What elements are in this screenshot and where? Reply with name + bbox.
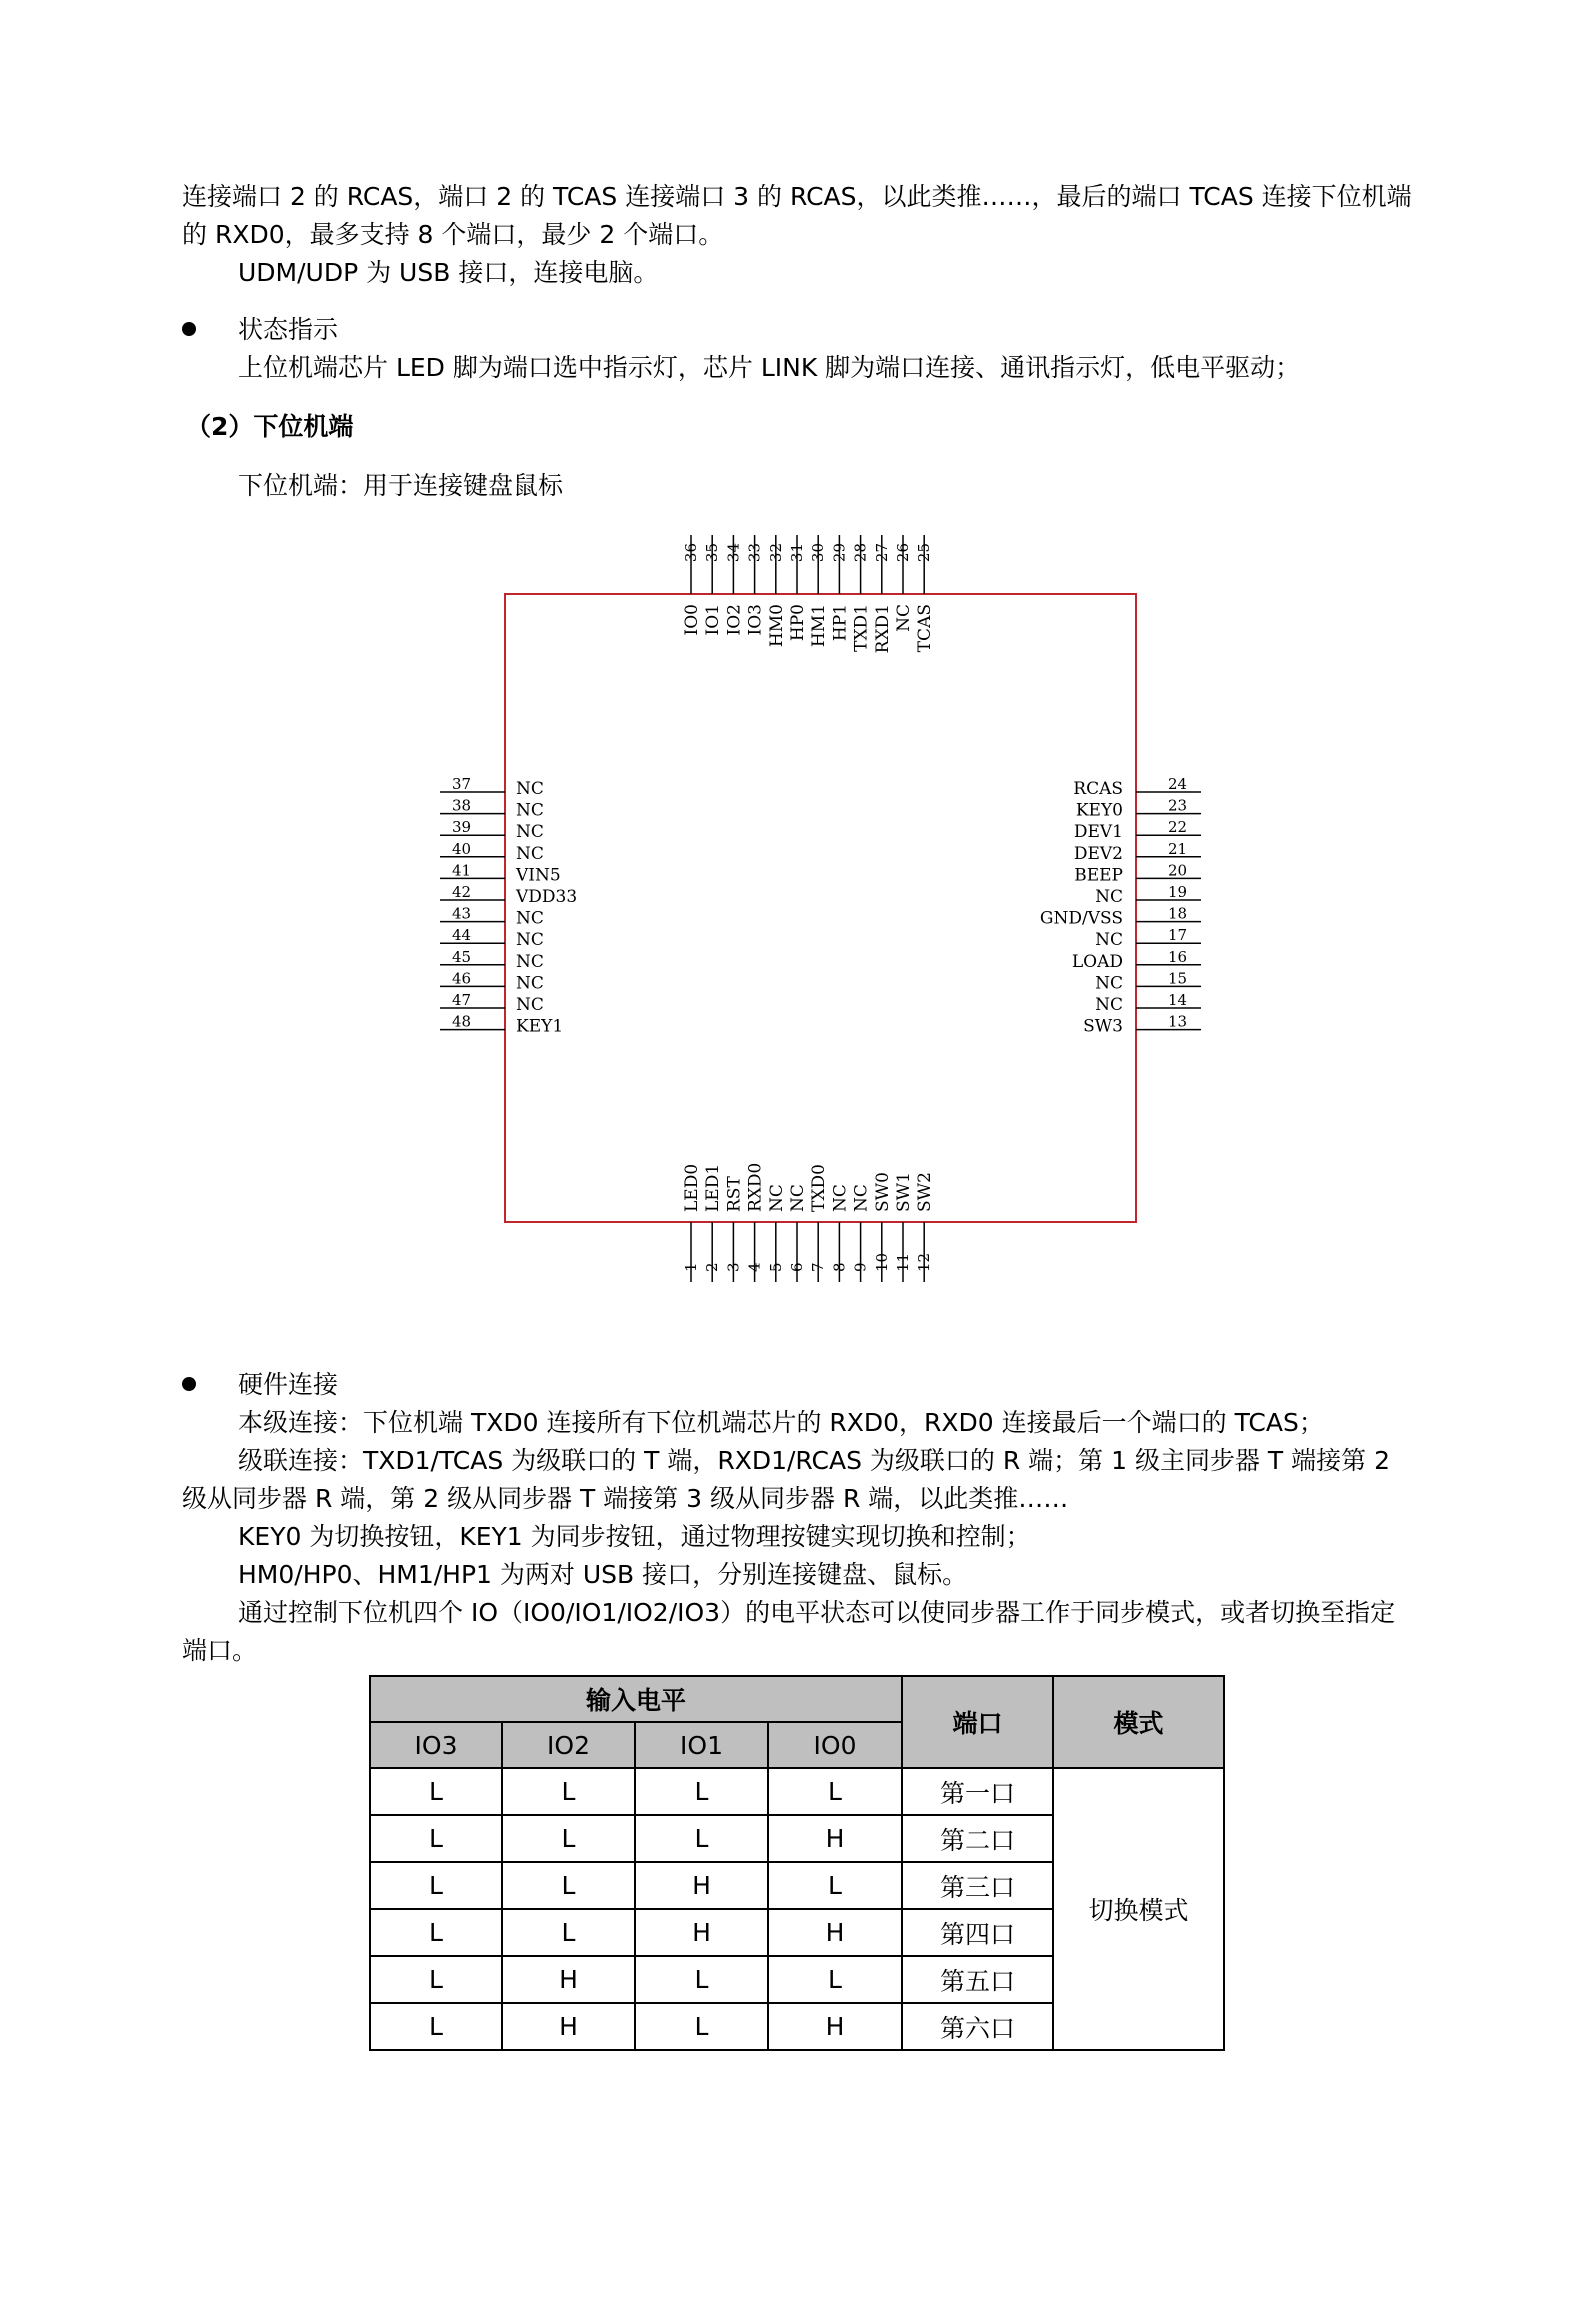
pin-label: RCAS xyxy=(1073,779,1123,799)
pin-number: 20 xyxy=(1168,861,1188,880)
pin-number: 35 xyxy=(703,543,722,563)
pin-label: KEY0 xyxy=(1075,800,1123,821)
pin-number: 4 xyxy=(745,1262,764,1272)
pin-number: 2 xyxy=(703,1262,722,1272)
pin-number: 38 xyxy=(452,796,472,815)
pin-number: 36 xyxy=(682,543,700,563)
cell-io3: L xyxy=(370,1815,502,1862)
pin-number: 43 xyxy=(452,904,472,923)
pin-label: NC xyxy=(830,1184,851,1212)
cell-io2: L xyxy=(502,1768,635,1815)
pin-number: 8 xyxy=(830,1262,849,1272)
hardware-title: 硬件连接 xyxy=(238,1370,339,1399)
pin-number: 47 xyxy=(452,991,472,1009)
pin-number: 22 xyxy=(1168,818,1188,837)
header-io2: IO2 xyxy=(502,1722,635,1768)
pin-label: LED0 xyxy=(682,1163,702,1212)
cell-io2: L xyxy=(502,1909,635,1956)
pin-label: VIN5 xyxy=(516,865,561,886)
pin-label: SW0 xyxy=(872,1172,893,1212)
pin-number: 29 xyxy=(830,543,849,563)
table-row xyxy=(370,1768,1224,1815)
pin-label: NC xyxy=(516,995,544,1015)
pin-label: NC xyxy=(516,908,544,929)
pin-number: 12 xyxy=(915,1252,934,1272)
pin-number: 6 xyxy=(788,1262,806,1272)
pin-label: TCAS xyxy=(915,604,936,653)
pin-number: 45 xyxy=(452,947,472,966)
pin-number: 26 xyxy=(894,543,912,563)
pin-number: 41 xyxy=(452,861,472,880)
cell-io3: L xyxy=(370,1862,502,1909)
pin-label: TXD1 xyxy=(851,604,872,652)
pin-label: TXD0 xyxy=(809,1164,830,1212)
pin-label: NC xyxy=(516,930,544,951)
pin-label: KEY1 xyxy=(516,1016,564,1037)
pin-number: 5 xyxy=(766,1262,785,1272)
cell-io0: L xyxy=(768,1768,902,1815)
io-level-table xyxy=(369,1675,1225,2051)
pin-label: RXD1 xyxy=(872,604,893,654)
cell-io0: L xyxy=(768,1862,902,1909)
pin-label: HM1 xyxy=(809,604,830,648)
pin-number: 1 xyxy=(682,1262,700,1272)
pin-number: 21 xyxy=(1168,839,1188,858)
pin-number: 9 xyxy=(851,1262,870,1272)
hardware-bullet xyxy=(182,1366,338,1404)
header-io1: IO1 xyxy=(635,1722,768,1768)
pin-number: 46 xyxy=(452,969,472,988)
pin-label: NC xyxy=(1095,930,1123,951)
pin-number: 23 xyxy=(1168,796,1188,815)
header-io3: IO3 xyxy=(370,1722,502,1768)
pin-number: 19 xyxy=(1168,883,1188,901)
pin-label: NC xyxy=(894,604,914,632)
pin-label: NC xyxy=(851,1184,872,1212)
cell-port: 第二口 xyxy=(902,1815,1053,1862)
cell-port: 第四口 xyxy=(902,1909,1053,1956)
pin-number: 14 xyxy=(1168,991,1188,1009)
pin-number: 48 xyxy=(452,1012,472,1031)
pin-number: 11 xyxy=(894,1252,912,1272)
pin-number: 31 xyxy=(788,543,806,563)
cell-io3: L xyxy=(370,2003,502,2050)
section-heading: （2）下位机端 xyxy=(186,412,354,441)
cell-io3: L xyxy=(370,1768,502,1815)
cell-io2: H xyxy=(502,1956,635,2003)
pin-label: NC xyxy=(516,800,544,821)
status-text: 上位机端芯片 LED 脚为端口选中指示灯，芯片 LINK 脚为端口连接、通讯指示灯，低电平驱动； xyxy=(238,353,1301,382)
hardware-p1: 本级连接：下位机端 TXD0 连接所有下位机端芯片的 RXD0，RXD0 连接最后一个端口的 TCAS； xyxy=(238,1408,1324,1437)
pin-number: 37 xyxy=(452,775,472,793)
pin-label: RXD0 xyxy=(745,1162,766,1212)
pin-label: HP1 xyxy=(830,604,851,642)
pin-number: 32 xyxy=(766,543,785,563)
pin-label: DEV1 xyxy=(1073,822,1123,843)
cell-io0: H xyxy=(768,1815,902,1862)
section-desc: 下位机端：用于连接键盘鼠标 xyxy=(238,471,564,500)
header-port: 端口 xyxy=(902,1676,1053,1768)
cell-io1: L xyxy=(635,1956,768,2003)
pin-label: LED1 xyxy=(703,1163,724,1212)
pin-label: GND/VSS xyxy=(1039,908,1123,929)
pin-label: VDD33 xyxy=(516,887,578,907)
pin-label: NC xyxy=(516,843,544,864)
cell-io1: L xyxy=(635,1768,768,1815)
pin-label: NC xyxy=(516,951,544,972)
cell-io3: L xyxy=(370,1909,502,1956)
pin-label: HM0 xyxy=(766,604,787,648)
cell-port: 第六口 xyxy=(902,2003,1053,2050)
pin-label: RST xyxy=(724,1176,745,1212)
cell-mode: 切换模式 xyxy=(1053,1768,1224,2050)
pin-label: NC xyxy=(1095,973,1123,994)
pin-number: 15 xyxy=(1168,969,1188,988)
cell-io1: L xyxy=(635,2003,768,2050)
pin-number: 18 xyxy=(1168,904,1188,923)
cell-io1: H xyxy=(635,1909,768,1956)
hardware-p3: KEY0 为切换按钮，KEY1 为同步按钮，通过物理按键实现切换和控制； xyxy=(238,1522,1031,1551)
bullet-dot-icon xyxy=(182,1377,196,1391)
cell-port: 第一口 xyxy=(902,1768,1053,1815)
pin-number: 27 xyxy=(872,543,891,563)
pin-label: BEEP xyxy=(1074,865,1123,886)
cell-port: 第三口 xyxy=(902,1862,1053,1909)
pin-label: NC xyxy=(766,1184,787,1212)
pin-label: SW3 xyxy=(1083,1016,1123,1037)
pin-label: IO1 xyxy=(703,604,724,636)
pin-number: 33 xyxy=(745,543,764,563)
pin-label: NC xyxy=(516,822,544,843)
pin-label: SW1 xyxy=(894,1172,914,1212)
pin-number: 17 xyxy=(1168,926,1188,945)
pin-label: NC xyxy=(516,973,544,994)
pin-label: NC xyxy=(516,779,544,799)
hardware-p2: 级联连接：TXD1/TCAS 为级联口的 T 端，RXD1/RCAS 为级联口的 R 端；第 1 级主同步器 T 端接第 2 级从同步器 R 端，第 2 级从同步器 T 端接第 3 级从同步器 R 端，以此类推…… xyxy=(182,1446,1390,1513)
cell-port: 第五口 xyxy=(902,1956,1053,2003)
cell-io2: L xyxy=(502,1815,635,1862)
pin-label: IO0 xyxy=(682,604,702,636)
header-mode: 模式 xyxy=(1053,1676,1224,1768)
cell-io1: H xyxy=(635,1862,768,1909)
cell-io1: L xyxy=(635,1815,768,1862)
pin-number: 7 xyxy=(809,1262,828,1272)
pin-label: IO3 xyxy=(745,604,766,636)
hardware-p4: HM0/HP0、HM1/HP1 为两对 USB 接口，分别连接键盘、鼠标。 xyxy=(238,1560,968,1589)
cell-io2: H xyxy=(502,2003,635,2050)
cell-io0: H xyxy=(768,1909,902,1956)
cell-io0: L xyxy=(768,1956,902,2003)
pin-label: HP0 xyxy=(788,604,808,642)
pin-number: 34 xyxy=(724,543,743,563)
cell-io0: H xyxy=(768,2003,902,2050)
pin-number: 16 xyxy=(1168,947,1188,966)
pin-number: 42 xyxy=(452,883,472,901)
pin-number: 28 xyxy=(851,543,870,563)
pin-label: IO2 xyxy=(724,604,745,636)
usb-paragraph: UDM/UDP 为 USB 接口，连接电脑。 xyxy=(238,258,659,287)
pin-label: NC xyxy=(1095,887,1123,907)
pin-number: 44 xyxy=(452,926,472,945)
pin-number: 25 xyxy=(915,543,934,563)
pin-number: 3 xyxy=(724,1262,743,1272)
pin-number: 13 xyxy=(1168,1012,1188,1031)
header-io0: IO0 xyxy=(768,1722,902,1768)
status-title: 状态指示 xyxy=(238,315,339,344)
pin-number: 10 xyxy=(872,1252,891,1272)
pin-label: DEV2 xyxy=(1073,843,1123,864)
pin-number: 24 xyxy=(1168,775,1188,793)
pin-label: NC xyxy=(1095,995,1123,1015)
pin-label: SW2 xyxy=(915,1172,936,1212)
pin-label: NC xyxy=(788,1184,808,1212)
intro-paragraph: 连接端口 2 的 RCAS，端口 2 的 TCAS 连接端口 3 的 RCAS，以此类推……，最后的端口 TCAS 连接下位机端的 RXD0，最多支持 8 个端口，最少 2 个端口。 xyxy=(182,182,1412,249)
hardware-p5: 通过控制下位机四个 IO（IO0/IO1/IO2/IO3）的电平状态可以使同步器工作于同步模式，或者切换至指定端口。 xyxy=(182,1598,1396,1665)
header-input-level: 输入电平 xyxy=(370,1676,902,1722)
pin-label: LOAD xyxy=(1071,951,1123,972)
pin-number: 30 xyxy=(809,543,828,563)
pin-number: 40 xyxy=(452,839,472,858)
pin-number: 39 xyxy=(452,818,472,837)
cell-io3: L xyxy=(370,1956,502,2003)
cell-io2: L xyxy=(502,1862,635,1909)
